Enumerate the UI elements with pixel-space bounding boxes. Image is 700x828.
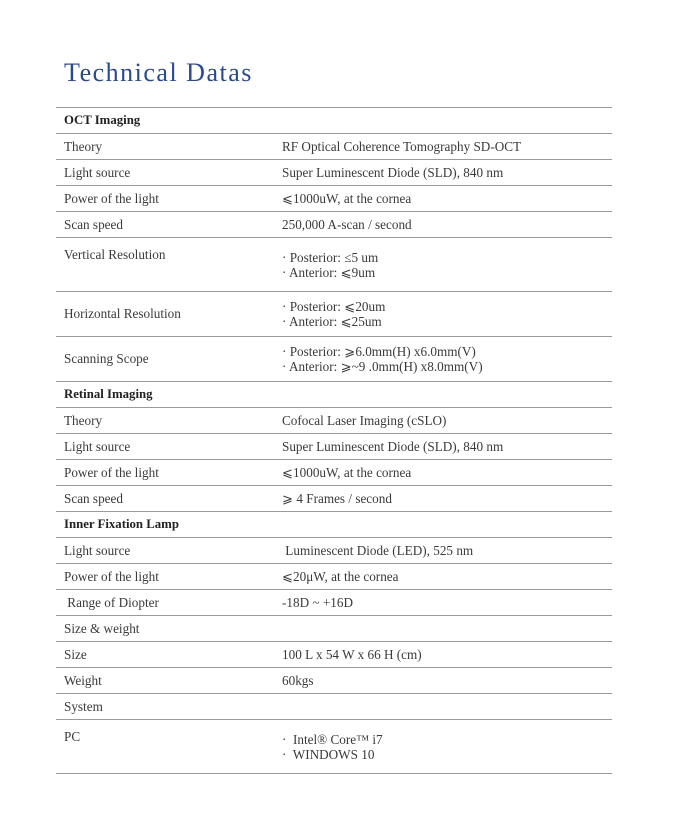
- section-title: Retinal Imaging: [56, 382, 612, 408]
- section-title: OCT Imaging: [56, 108, 612, 134]
- row-value: [274, 720, 612, 774]
- row-label: Theory: [56, 408, 274, 434]
- row-value: Cofocal Laser Imaging (cSLO): [274, 408, 612, 434]
- value-line: · Intel® Core™ i7: [282, 731, 383, 747]
- row-label: Power of the light: [56, 564, 274, 590]
- table-row: [56, 186, 612, 212]
- table-row: [56, 238, 612, 292]
- table-row: [56, 590, 612, 616]
- row-label: PC: [56, 720, 274, 774]
- section-header-size-weight: [56, 616, 612, 642]
- section-title: Size & weight: [56, 616, 612, 642]
- row-label: Vertical Resolution: [56, 238, 274, 292]
- row-value: 250,000 A-scan / second: [274, 212, 612, 238]
- row-value: Super Luminescent Diode (SLD), 840 nm: [274, 434, 612, 460]
- table-row: [56, 337, 612, 382]
- row-value: Luminescent Diode (LED), 525 nm: [274, 538, 612, 564]
- value-line: · Posterior: ≤5 um: [282, 249, 379, 265]
- row-label: Scan speed: [56, 212, 274, 238]
- row-value: ⩽20μW, at the cornea: [274, 564, 612, 590]
- row-label: Power of the light: [56, 460, 274, 486]
- section-title: System: [56, 694, 612, 720]
- table-row: [56, 434, 612, 460]
- row-value: -18D ~ +16D: [274, 590, 612, 616]
- table-row: [56, 212, 612, 238]
- row-label: Power of the light: [56, 186, 274, 212]
- section-header-system: [56, 694, 612, 720]
- section-header-retinal: [56, 382, 612, 408]
- row-label: Scan speed: [56, 486, 274, 512]
- row-label: Light source: [56, 160, 274, 186]
- row-value: ⩾ 4 Frames / second: [274, 486, 612, 512]
- row-label: Range of Diopter: [56, 590, 274, 616]
- table-row: [56, 292, 612, 337]
- value-line: · WINDOWS 10: [282, 746, 375, 762]
- table-row: [56, 160, 612, 186]
- table-row: [56, 720, 612, 774]
- page-title: Technical Datas: [64, 58, 253, 87]
- value-line: · Posterior: ⩽20um: [282, 299, 386, 314]
- row-label: Scanning Scope: [56, 337, 274, 382]
- table-row: [56, 408, 612, 434]
- section-header-fixation: [56, 512, 612, 538]
- row-label: Theory: [56, 134, 274, 160]
- row-value: 60kgs: [274, 668, 612, 694]
- row-label: Horizontal Resolution: [56, 292, 274, 337]
- value-line: · Anterior: ⩾~9 .0mm(H) x8.0mm(V): [282, 359, 483, 374]
- row-value: [274, 238, 612, 292]
- row-value: RF Optical Coherence Tomography SD-OCT: [274, 134, 612, 160]
- value-line: · Anterior: ⩽25um: [282, 314, 382, 329]
- row-value: ⩽1000uW, at the cornea: [274, 186, 612, 212]
- spec-table: [56, 107, 612, 774]
- table-row: [56, 668, 612, 694]
- row-label: Weight: [56, 668, 274, 694]
- row-value: [274, 292, 612, 337]
- row-value: ⩽1000uW, at the cornea: [274, 460, 612, 486]
- table-row: [56, 486, 612, 512]
- section-title: Inner Fixation Lamp: [56, 512, 612, 538]
- row-label: Light source: [56, 434, 274, 460]
- section-header-oct: [56, 108, 612, 134]
- row-value: 100 L x 54 W x 66 H (cm): [274, 642, 612, 668]
- value-line: · Anterior: ⩽9um: [282, 264, 376, 280]
- row-value: [274, 337, 612, 382]
- row-value: Super Luminescent Diode (SLD), 840 nm: [274, 160, 612, 186]
- table-row: [56, 460, 612, 486]
- table-row: [56, 564, 612, 590]
- table-row: [56, 134, 612, 160]
- row-label: Size: [56, 642, 274, 668]
- value-line: · Posterior: ⩾6.0mm(H) x6.0mm(V): [282, 344, 476, 359]
- row-label: Light source: [56, 538, 274, 564]
- table-row: [56, 538, 612, 564]
- table-row: [56, 642, 612, 668]
